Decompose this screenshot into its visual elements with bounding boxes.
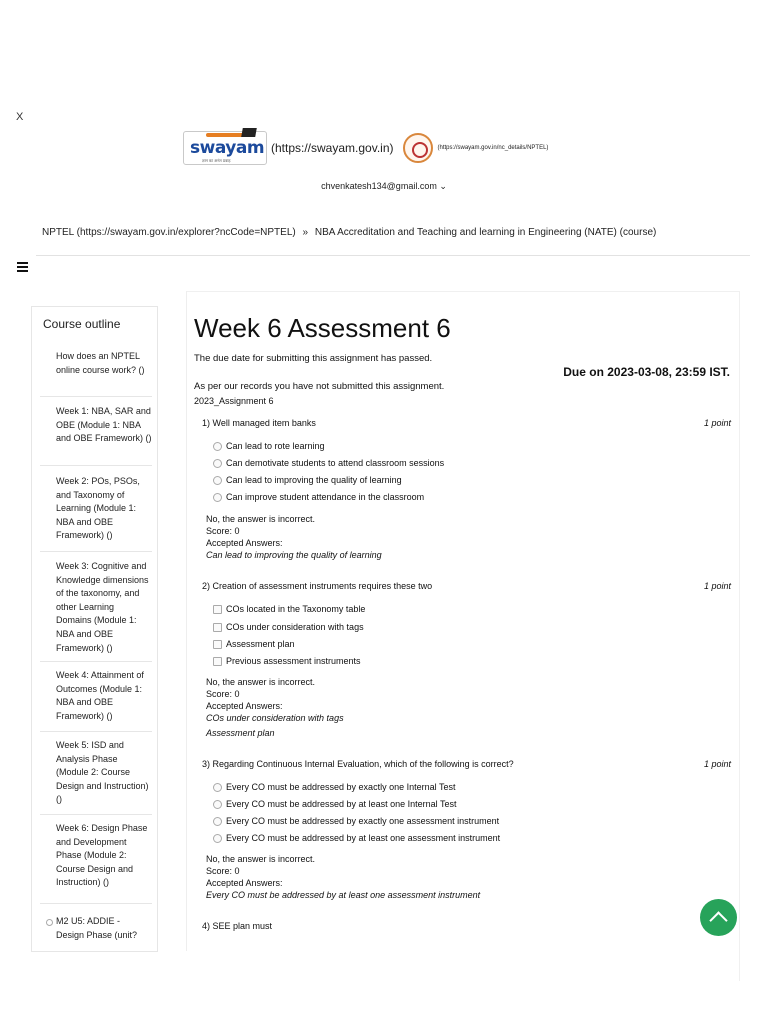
question-3-points: 1 point — [703, 759, 731, 769]
sidebar-item-week-3[interactable]: Week 3: Cognitive and Knowledge dimensions of the taxonomy, and other Learning Domains (Module 1: NBA and OBE Framework) () — [40, 552, 152, 662]
option-label: Previous assessment instruments — [226, 656, 361, 666]
hamburger-menu-icon[interactable] — [17, 262, 28, 273]
question-2-option[interactable] — [213, 656, 361, 666]
question-1-option[interactable] — [213, 492, 424, 502]
accepted-answer: Every CO must be addressed by at least one assessment instrument — [206, 890, 481, 900]
question-1-feedback — [206, 513, 382, 561]
radio-button[interactable] — [213, 493, 222, 502]
checkbox[interactable] — [213, 657, 222, 666]
option-label: Can lead to improving the quality of learning — [226, 475, 402, 485]
swayam-logo[interactable] — [183, 131, 267, 165]
accepted-answers-label: Accepted Answers: — [206, 538, 283, 548]
due-date-passed-notice: The due date for submitting this assignment has passed. — [194, 353, 433, 364]
score: Score: 0 — [206, 526, 240, 536]
radio-button[interactable] — [213, 442, 222, 451]
accepted-answers-label: Accepted Answers: — [206, 878, 283, 888]
breadcrumb-nptel-link[interactable]: NPTEL (https://swayam.gov.in/explorer?ncCode=NPTEL) — [42, 227, 296, 238]
option-label: COs under consideration with tags — [226, 622, 364, 632]
radio-button[interactable] — [213, 459, 222, 468]
header-logos — [183, 130, 548, 166]
option-label: Can lead to rote learning — [226, 441, 325, 451]
question-2-option[interactable] — [213, 639, 295, 649]
course-outline-sidebar — [31, 306, 158, 952]
status-circle-icon — [46, 919, 53, 926]
question-2-option[interactable] — [213, 622, 364, 632]
radio-button[interactable] — [213, 476, 222, 485]
question-1-option[interactable] — [213, 458, 444, 468]
score: Score: 0 — [206, 689, 240, 699]
radio-button[interactable] — [213, 834, 222, 843]
question-4-text: 4) SEE plan must — [202, 921, 273, 931]
close-button[interactable]: X — [16, 111, 24, 123]
option-label: Can demotivate students to attend classroom sessions — [226, 458, 445, 468]
option-label: Every CO must be addressed by at least one Internal Test — [226, 799, 457, 809]
scroll-to-top-button[interactable] — [700, 899, 737, 936]
swayam-link[interactable]: (https://swayam.gov.in) — [271, 141, 394, 155]
option-label: Every CO must be addressed by exactly one assessment instrument — [226, 816, 500, 826]
panel-border — [186, 291, 187, 951]
assignment-name: 2023_Assignment 6 — [194, 396, 274, 406]
accepted-answer: Assessment plan — [206, 728, 275, 738]
accepted-answer: COs under consideration with tags — [206, 713, 344, 723]
submission-status: As per our records you have not submitted this assignment. — [194, 381, 445, 392]
question-1-option[interactable] — [213, 441, 325, 451]
sidebar-subitem-label: M2 U5: ADDIE - Design Phase (unit? — [56, 916, 138, 940]
question-2-feedback — [206, 676, 344, 739]
question-1-option[interactable] — [213, 475, 402, 485]
question-3-option[interactable] — [213, 833, 500, 843]
accepted-answers-label: Accepted Answers: — [206, 701, 283, 711]
nptel-link[interactable]: (https://swayam.gov.in/nc_details/NPTEL) — [437, 145, 549, 151]
page-title: Week 6 Assessment 6 — [194, 313, 451, 343]
question-3-option[interactable] — [213, 799, 456, 809]
radio-button[interactable] — [213, 800, 222, 809]
due-date: Due on 2023-03-08, 23:59 IST. — [563, 365, 730, 379]
graduation-cap-icon — [241, 128, 257, 137]
feedback-message: No, the answer is incorrect. — [206, 677, 316, 687]
user-email-dropdown[interactable]: chvenkatesh134@gmail.com ⌄ — [321, 181, 447, 191]
question-2-points: 1 point — [703, 581, 731, 591]
radio-button[interactable] — [213, 817, 222, 826]
checkbox[interactable] — [213, 605, 222, 614]
accepted-answer: Can lead to improving the quality of learning — [206, 550, 382, 560]
logo-band — [206, 133, 246, 137]
sidebar-item-week-6[interactable]: Week 6: Design Phase and Development Phase (Module 2: Course Design and Instruction) () — [40, 815, 152, 904]
swayam-logo-text: swayam — [190, 138, 265, 158]
score: Score: 0 — [206, 866, 240, 876]
question-1-text: 1) Well managed item banks — [202, 418, 316, 428]
question-3-feedback — [206, 853, 480, 901]
option-label: Every CO must be addressed by at least one assessment instrument — [226, 833, 501, 843]
sidebar-item-week-5[interactable]: Week 5: ISD and Analysis Phase (Module 2: Course Design and Instruction) () — [40, 732, 152, 815]
question-1-points: 1 point — [703, 418, 731, 428]
sidebar-item-how-it-works[interactable]: How does an NPTEL online course work? () — [40, 345, 152, 397]
sidebar-item-week-1[interactable]: Week 1: NBA, SAR and OBE (Module 1: NBA and OBE Framework) () — [40, 397, 152, 466]
swayam-tagline: ज्ञान का अनंत प्रवाह — [202, 158, 231, 163]
option-label: COs located in the Taxonomy table — [226, 604, 366, 614]
question-3-option[interactable] — [213, 782, 455, 792]
question-2-text: 2) Creation of assessment instruments requires these two — [202, 581, 433, 591]
option-label: Assessment plan — [226, 639, 295, 649]
checkbox[interactable] — [213, 640, 222, 649]
checkbox[interactable] — [213, 623, 222, 632]
sidebar-item-week-4[interactable]: Week 4: Attainment of Outcomes (Module 1: NBA and OBE Framework) () — [40, 662, 152, 732]
nptel-logo[interactable] — [403, 133, 433, 163]
sidebar-subitem-addie-design[interactable] — [46, 915, 146, 942]
breadcrumb-separator: » — [302, 227, 309, 238]
breadcrumb-course-link[interactable]: NBA Accreditation and Teaching and learning in Engineering (NATE) (course) — [314, 227, 657, 238]
header-divider — [36, 255, 750, 256]
question-3-option[interactable] — [213, 816, 499, 826]
radio-button[interactable] — [213, 783, 222, 792]
option-label: Every CO must be addressed by exactly one Internal Test — [226, 782, 456, 792]
question-2-option[interactable] — [213, 604, 365, 614]
sidebar-item-week-2[interactable]: Week 2: POs, PSOs, and Taxonomy of Learning (Module 1: NBA and OBE Framework) () — [40, 466, 152, 552]
feedback-message: No, the answer is incorrect. — [206, 514, 316, 524]
option-label: Can improve student attendance in the classroom — [226, 492, 425, 502]
sidebar-title: Course outline — [43, 317, 121, 331]
feedback-message: No, the answer is incorrect. — [206, 854, 316, 864]
question-3-text: 3) Regarding Continuous Internal Evaluation, which of the following is correct? — [202, 759, 514, 769]
breadcrumb — [42, 227, 656, 238]
